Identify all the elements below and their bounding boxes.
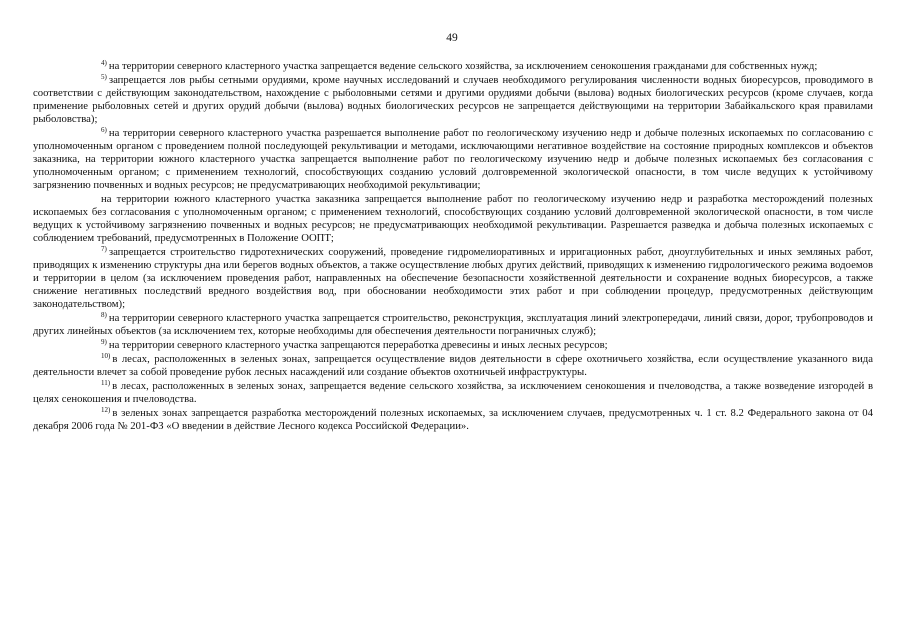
- footnote-mark: 8): [101, 311, 107, 319]
- note-12: [33, 407, 873, 433]
- note-text: запрещается лов рыбы сетными орудиями, кроме научных исследований и случаев необходимого регулирования численности водных биоресурсов, проводимого в соответствии с действующим законодательством, нахождение с рыболовными сетями и другими орудиями добычи (вылова) водных биологических ресурсов (кроме случаев, когда применение рыболовных сетей и других орудий добычи (вылова) водных биологических ресурсов не запрещается действующими на территории Забайкальского края правилами рыболовства);: [33, 74, 873, 125]
- footnote-mark: 10): [101, 352, 111, 360]
- note-11: [33, 380, 873, 406]
- note-text: в лесах, расположенных в зеленых зонах, запрещается осуществление видов деятельности в сфере охотничьего хозяйства, если осуществление указанного вида деятельности влечет за собой проведение рубок лесных насаждений или создание объектов охотничьей инфраструктуры.: [33, 353, 873, 378]
- note-text: на территории северного кластерного участка запрещается ведение сельского хозяйства, за исключением сенокошения гражданами для собственных нужд;: [108, 60, 818, 72]
- document-body: [33, 60, 873, 434]
- page-number: 49: [446, 32, 458, 44]
- note-9: [33, 339, 873, 352]
- footnote-mark: 9): [101, 338, 107, 346]
- footnote-mark: 4): [101, 59, 107, 67]
- note-4: [33, 60, 873, 73]
- note-6-continuation: [33, 193, 873, 245]
- footnote-mark: 5): [101, 73, 107, 81]
- note-text: запрещается строительство гидротехнических сооружений, проведение гидромелиоративных и ирригационных работ, дноуглубительных и иных земляных работ, приводящих к изменению структуры дна или берегов водных объектов, а также осуществление любых других действий, приводящих к изменению гидрологического режима водоемов и территории в целом (за исключением проведения работ, направленных на обеспечение безопасности хозяйственной деятельности и сохранение водных биоресурсов, а также снижение негативных последствий вредного воздействия вод, при обосновании необходимости этих работ и при соблюдении процедур, предусмотренных действующим законодательством);: [33, 246, 873, 310]
- footnote-mark: 7): [101, 245, 107, 253]
- footnote-mark: 11): [101, 379, 111, 387]
- note-text: на территории северного кластерного участка разрешается выполнение работ по геологическому изучению недр и добыче полезных ископаемых по согласованию с уполномоченным органом с проведением полной последующей рекультивации и методами, исключающими негативное воздействие на состояние природных комплексов и объектов заказника, на территории южного кластерного участка запрещается выполнение работ по геологическому изучению недр и добыче полезных ископаемых без согласования с уполномоченным органом; с применением технологий, способствующих созданию условий долговременной экологической опасности, в том числе ведущих к устойчивому загрязнению почвенных и водных ресурсов; не предусматривающих необходимой рекультивации;: [33, 127, 873, 191]
- note-10: [33, 353, 873, 379]
- note-8: [33, 312, 873, 338]
- note-text: в лесах, расположенных в зеленых зонах, запрещается ведение сельского хозяйства, за исключением сенокошения и пчеловодства, а также возведение изгородей в целях сенокошения и пчеловодства.: [33, 380, 873, 405]
- note-text: на территории северного кластерного участка запрещаются переработка древесины и иных лесных ресурсов;: [108, 339, 608, 351]
- note-5: [33, 74, 873, 126]
- footnote-mark: 12): [101, 406, 111, 414]
- note-text: в зеленых зонах запрещается разработка месторождений полезных ископаемых, за исключением случаев, предусмотренных ч. 1 ст. 8.2 Федерального закона от 04 декабря 2006 года № 201-ФЗ «О введении в действие Лесного кодекса Российской Федерации».: [33, 407, 873, 432]
- note-text: на территории южного кластерного участка заказника запрещается выполнение работ по геологическому изучению недр и разработка месторождений полезных ископаемых без согласования с уполномоченным органом; с применением технологий, способствующих созданию условий долговременной экологической опасности, в том числе ведущих к устойчивому загрязнению почвенных и водных ресурсов; не предусматривающих необходимой рекультивации. Разрешается разведка и добыча полезных ископаемых с соблюдением требований, предусмотренных в Положение ООПТ;: [33, 193, 873, 244]
- footnote-mark: 6): [101, 126, 107, 134]
- note-7: [33, 246, 873, 311]
- note-6: [33, 127, 873, 192]
- note-text: на территории северного кластерного участка запрещается строительство, реконструкция, эксплуатация линий электропередачи, линий связи, дорог, трубопроводов и других линейных объектов (за исключением тех, которые необходимы для обеспечения деятельности пограничных служб);: [33, 312, 873, 337]
